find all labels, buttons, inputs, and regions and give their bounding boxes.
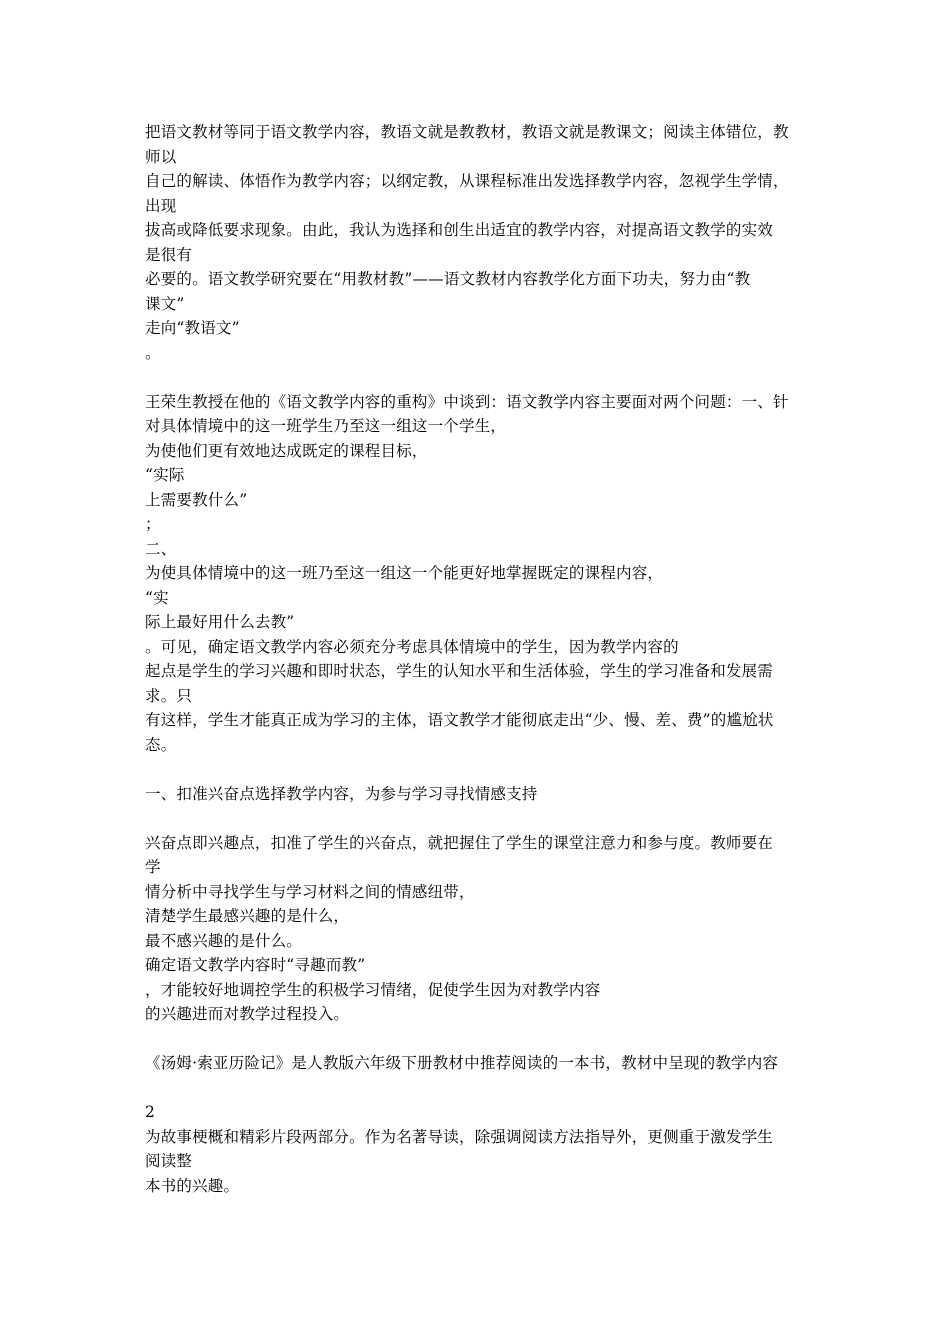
text-line: 阅读整 — [145, 1152, 193, 1170]
text-line: 兴奋点即兴趣点，扣准了学生的兴奋点，就把握住了学生的课堂注意力和参与度。教师要在 — [145, 833, 774, 852]
text-line: 情分析中寻找学生与学习材料之间的情感纽带， — [145, 882, 475, 901]
text-line: 拔高或降低要求现象。由此，我认为选择和创生出适宜的教学内容，对提高语文教学的实效 — [145, 221, 774, 239]
text-line: 二、 — [145, 539, 177, 558]
text-line: “实 — [145, 588, 169, 607]
text-line: 王荣生教授在他的《语文教学内容的重构》中谈到：语文教学内容主要面对两个问题：一、针 — [145, 392, 789, 411]
text-line: 一、扣准兴奋点选择教学内容，为参与学习寻找情感支持 — [145, 784, 538, 803]
text-line: 清楚学生最感兴趣的是什么， — [145, 907, 350, 925]
text-line: 。 — [145, 343, 161, 362]
text-line: 对具体情境中的这一班学生乃至这一组这一个学生， — [145, 417, 507, 435]
text-line: 求。只 — [145, 686, 193, 705]
text-line: 走向“教语文” — [145, 319, 240, 337]
text-line: 为使具体情境中的这一班乃至这一组这一个能更好地掌握既定的课程内容， — [145, 564, 664, 582]
blank-line — [145, 806, 813, 831]
text-line: ； — [145, 515, 161, 533]
text-line: 《汤姆·索亚历险记》是人教版六年级下册教材中推荐阅读的一本书，教材中呈现的教学内容 — [145, 1054, 779, 1072]
blank-line — [145, 1076, 813, 1101]
text-line: 把语文教材等同于语文教学内容，教语文就是教教材，教语文就是教课文；阅读主体错位，教 — [145, 123, 789, 141]
text-line: 师以 — [145, 147, 177, 166]
text-line: ，才能较好地调控学生的积极学习情绪，促使学生因为对教学内容 — [145, 980, 601, 999]
document-page — [145, 120, 813, 1198]
text-line: 上需要教什么” — [145, 490, 248, 509]
text-line: 为使他们更有效地达成既定的课程目标， — [145, 441, 428, 460]
text-line: 起点是学生的学习兴趣和即时状态，学生的认知水平和生活体验，学生的学习准备和发展需 — [145, 662, 774, 680]
text-line: 课文” — [145, 294, 185, 313]
text-line: 是很有 — [145, 245, 193, 264]
blank-line — [145, 1027, 813, 1052]
text-line: 态。 — [145, 735, 177, 754]
text-line: 必要的。语文教学研究要在“用教材教”——语文教材内容教学化方面下功夫，努力由“教 — [145, 270, 751, 288]
text-line: 2 — [145, 1103, 156, 1121]
text-line: 有这样，学生才能真正成为学习的主体，语文教学才能彻底走出“少、慢、差、费”的尴尬状 — [145, 711, 774, 729]
text-line: 。可见，确定语文教学内容必须充分考虑具体情境中的学生，因为教学内容的 — [145, 637, 679, 656]
blank-line — [145, 365, 813, 390]
text-line: 出现 — [145, 196, 177, 215]
text-line: 自己的解读、体悟作为教学内容；以纲定教，从课程标准出发选择教学内容，忽视学生学情， — [145, 172, 789, 190]
text-line: 的兴趣进而对教学过程投入。 — [145, 1005, 350, 1023]
text-line: 为故事梗概和精彩片段两部分。作为名著导读，除强调阅读方法指导外，更侧重于激发学生 — [145, 1127, 774, 1146]
text-line: 确定语文教学内容时“寻趣而教” — [145, 956, 366, 974]
text-line: 际上最好用什么去教” — [145, 613, 295, 631]
blank-line — [145, 757, 813, 782]
text-line: “实际 — [145, 466, 185, 484]
text-line: 学 — [145, 858, 161, 876]
text-line: 最不感兴趣的是什么。 — [145, 931, 303, 950]
text-line: 本书的兴趣。 — [145, 1176, 240, 1195]
